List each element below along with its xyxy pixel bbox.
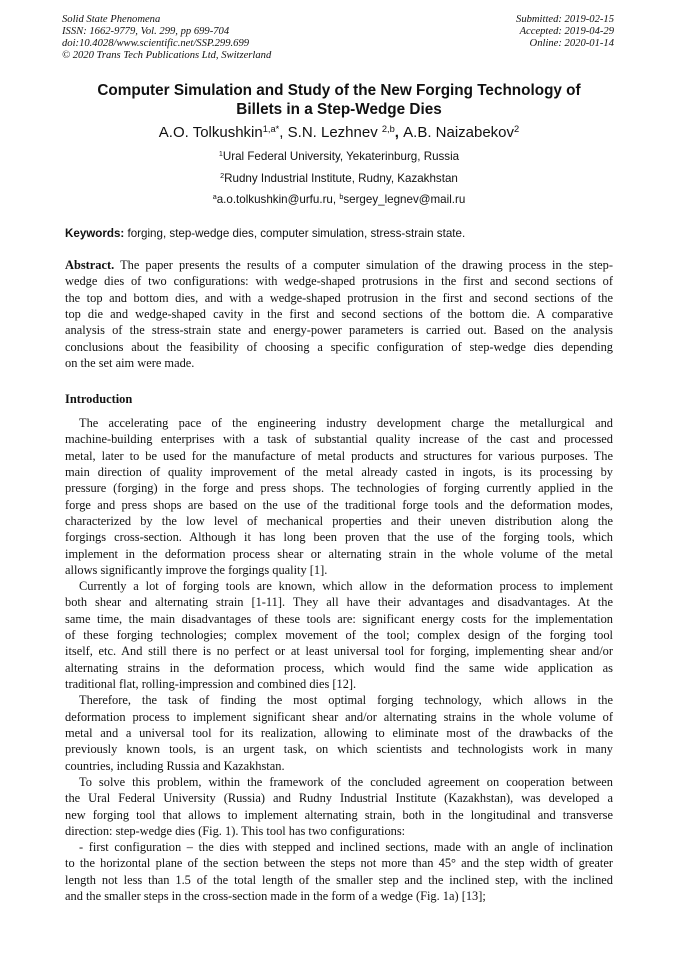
paragraph-line: alternating strains in the deformation process, which would find the same wide application as (65, 660, 613, 675)
author: A.B. Naizabekov (403, 124, 515, 141)
accepted-date: Accepted: 2019-04-29 (519, 26, 614, 37)
abstract-label: Abstract. (65, 258, 115, 272)
abstract-line (65, 273, 613, 289)
abstract-line (65, 290, 613, 306)
separator: , (394, 124, 404, 141)
separator: , (279, 124, 288, 141)
aff-sup: 1 (218, 149, 223, 159)
abstract (65, 257, 613, 371)
paragraph-line: itself, etc. And still there is no perfect or at least universal tool for forging, implementing shear and/or (65, 644, 613, 659)
paragraph-line: To solve this problem, within the framework of the concluded agreement on cooperation between (79, 774, 613, 789)
affiliation (0, 150, 678, 163)
paragraph-line: both shear and alternating strain [1-11]. They all have their advantages and disadvantages. At the (65, 595, 613, 610)
email-link[interactable]: a.o.tolkushkin@urfu.ru, (216, 193, 340, 206)
line-text: analysis of the stress-strain state and energy-power parameters is carried out. Based on the analysis (65, 323, 613, 338)
keywords-text: forging, step-wedge dies, computer simulation, stress-strain state. (124, 227, 466, 240)
abstract-line (65, 322, 613, 338)
keywords-label: Keywords: (65, 227, 125, 240)
email-sup: a (212, 192, 217, 202)
author: A.O. Tolkushkin (158, 124, 263, 141)
aff-text: Rudny Industrial Institute, Rudny, Kazakhstan (224, 172, 458, 185)
emails (0, 193, 678, 206)
paragraph-line: traditional flat, rolling-impression and combined dies [12]. (65, 677, 357, 691)
email-link[interactable]: sergey_legnev@mail.ru (343, 193, 466, 206)
paragraph-line: forgings cross-section. Although it has long been proven that the use of the forging tools, which (65, 530, 613, 545)
copyright: © 2020 Trans Tech Publications Ltd, Switzerland (62, 50, 272, 61)
line-text: conclusions about the feasibility of choosing a specific configuration of step-wedge dies depending (65, 339, 613, 354)
line-text: wedge dies of two configurations: with wedge-shaped protrusions in the first and second sections of (65, 274, 613, 289)
paragraph-line: new forging tool that allows to implement alternating strain, both in the longitudinal and transverse (65, 807, 613, 822)
email-sup: b (339, 192, 344, 202)
paragraph-line: Currently a lot of forging tools are known, which allow in the deformation process to implement (79, 579, 613, 594)
line-text: the top and bottom dies, and with a wedge-shaped protrusion in the first and second sections of the (65, 290, 613, 305)
paragraph-line: metal, later to be used for the manufacture of metal products and structures for various purposes. The (65, 448, 613, 463)
paragraph-line: same time, the main disadvantages of these tools are: significant energy costs for the implementation (65, 611, 613, 626)
paragraph-line: machine-building enterprises with a task of substantial quality increase of the cast and processed (65, 432, 613, 447)
paragraph-line: Therefore, the task of finding the most optimal forging technology, which allows in the (79, 693, 613, 708)
paragraph-line: countries, including Russia and Kazakhstan. (65, 758, 285, 773)
abstract-line (65, 355, 613, 371)
author: S.N. Lezhnev (287, 124, 382, 141)
paragraph-line: the Ural Federal University (Russia) and Rudny Industrial Institute (Kazakhstan), was developed a (65, 791, 613, 806)
line-text: top die and wedge-shaped cavity in the first and second sections of the bottom die. A comparative (65, 306, 613, 321)
title-line: Computer Simulation and Study of the New Forging Technology of (97, 82, 581, 99)
paragraph-line: main direction of quality improvement of the metal already casted in ingots, is its processing by (65, 464, 613, 479)
paragraph-line: length not less than 1.5 of the total length of the smaller step and the inclined step, with the inclined (65, 872, 613, 887)
abstract-line (65, 257, 613, 273)
paragraph-line: forge and press shops are based on the use of the traditional forge tools and the deformation modes, (65, 497, 613, 512)
section-heading: Introduction (65, 392, 133, 406)
author-sup: 2 (514, 123, 520, 134)
line-text: The paper presents the results of a computer simulation of the drawing process in the step- (114, 258, 613, 272)
title-line: Billets in a Step-Wedge Dies (236, 101, 442, 118)
paragraph-line: to the horizontal plane of the section between the steps not more than 45° and the step width of greater (65, 856, 613, 871)
dates-info (516, 14, 614, 50)
abstract-line (65, 339, 613, 355)
paragraph-line: previously known tools, is an urgent task, on which scientists and technologists work in many (65, 742, 613, 757)
submitted-date: Submitted: 2019-02-15 (516, 14, 614, 25)
paragraph-line: The accelerating pace of the engineering industry development charge the metallurgical and (79, 416, 613, 430)
paragraph-line: of these forging technologies; complex movement of the tool; complex design of the forging tool (65, 628, 613, 643)
journal-name: Solid State Phenomena (62, 14, 161, 25)
abstract-line (65, 306, 613, 322)
journal-info (62, 14, 271, 62)
keywords (65, 227, 465, 240)
paragraph-line: deformation process to implement significant shear and/or alternating strains in the whole volume of (65, 709, 613, 724)
paragraph-line: pressure (forging) in the forge and press shops. The technologies of forging currently applied in the (65, 481, 613, 496)
paragraph-line: direction: step-wedge dies (Fig. 1). This tool has two configurations: (65, 823, 406, 838)
paragraph-line: implement in the deformation process shear or alternating strain in the whole volume of the metal (65, 546, 613, 561)
paragraph-line: and the smaller steps in the cross-section made in the form of a wedge (Fig. 1a) [13]; (65, 889, 486, 904)
aff-sup: 2 (220, 171, 225, 181)
authors (0, 124, 678, 141)
author-sup: 2,b (381, 123, 395, 134)
paragraph-line: allows significantly improve the forgings quality [1]. (65, 562, 328, 577)
paragraph-line: - first configuration – the dies with stepped and inclined sections, made with an angle of inclination (79, 840, 613, 855)
issn: ISSN: 1662-9779, Vol. 299, pp 699-704 (62, 26, 230, 37)
paragraph-line: characterized by the low level of mechanical properties and their uneven distribution along the (65, 513, 613, 528)
aff-text: Ural Federal University, Yekaterinburg, Russia (222, 150, 460, 163)
line-text: on the set aim were made. (65, 355, 195, 370)
online-date: Online: 2020-01-14 (529, 38, 614, 49)
introduction-body (65, 415, 613, 904)
author-sup: 1,a* (262, 123, 280, 134)
paragraph-line: metal and a universal tool for its realization, allowing to eliminate most of the drawbacks of the (65, 725, 613, 740)
paper-title (0, 81, 678, 119)
affiliation (0, 172, 678, 185)
doi: doi:10.4028/www.scientific.net/SSP.299.699 (62, 38, 250, 49)
